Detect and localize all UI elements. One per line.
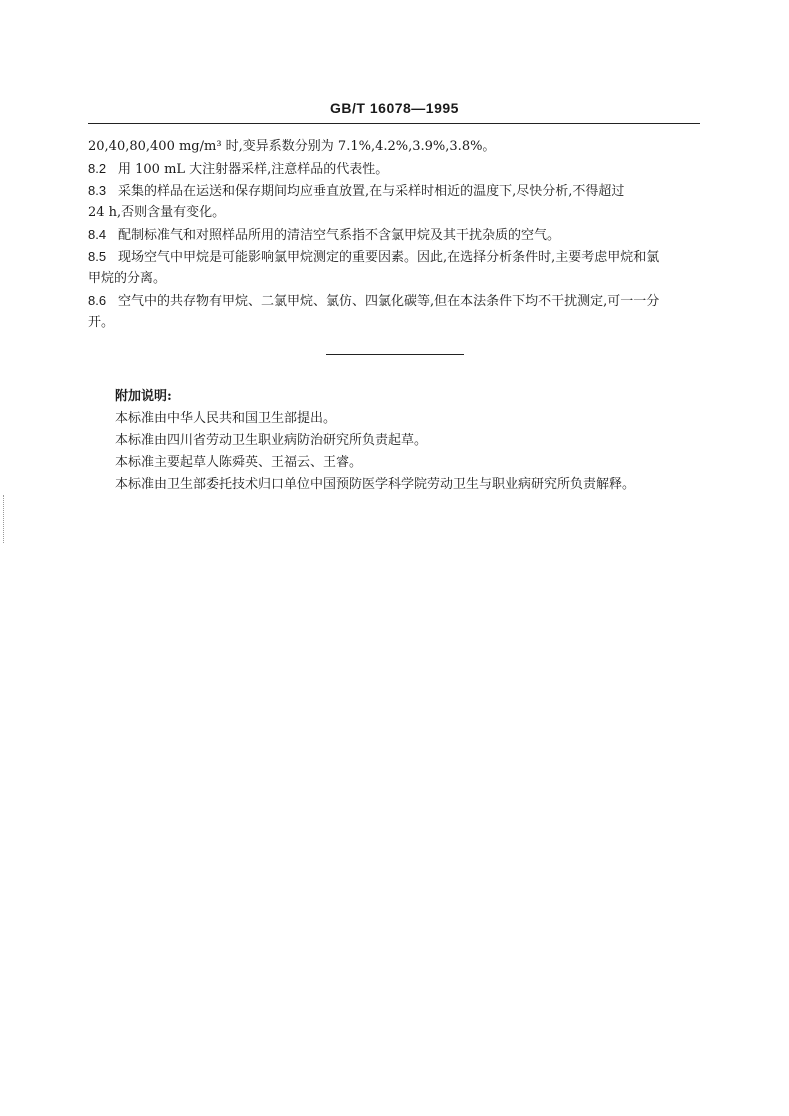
section-8-5-continuation (88, 268, 700, 290)
section-number: 8.4 (88, 227, 107, 242)
appendix-notes (115, 386, 705, 496)
section-8-3-continuation (88, 202, 700, 224)
section-8-2 (88, 158, 700, 180)
section-line-text: 空气中的共存物有甲烷、二氯甲烷、氯仿、四氯化碳等,但在本法条件下均不干扰测定,可一一分 (118, 294, 660, 309)
section-line-text: 采集的样品在运送和保存期间均应垂直放置,在与采样时相近的温度下,尽快分析,不得超过 (118, 184, 625, 199)
section-line-text: 用 100 mL 大注射器采样,注意样品的代表性。 (118, 162, 389, 177)
section-line-text: 开。 (88, 315, 115, 330)
section-line-text: 配制标准气和对照样品所用的清洁空气系指不含氯甲烷及其干扰杂质的空气。 (118, 228, 561, 243)
page-header-title: GB/T 16078—1995 (330, 100, 459, 116)
section-line-text: 24 h,否则含量有变化。 (88, 205, 226, 220)
section-number: 8.2 (88, 161, 107, 176)
binding-margin-marks (3, 495, 6, 543)
section-continuation-line (88, 136, 700, 158)
header-rule (88, 123, 700, 124)
appendix-line: 本标准由中华人民共和国卫生部提出。 (115, 411, 337, 426)
end-divider (326, 354, 464, 355)
body-text (88, 136, 700, 334)
section-8-5 (88, 246, 700, 268)
section-8-3 (88, 180, 700, 202)
section-line-text: 现场空气中甲烷是可能影响氯甲烷测定的重要因素。因此,在选择分析条件时,主要考虑甲烷和氯 (118, 250, 660, 265)
section-line-text: 20,40,80,400 mg/m³ 时,变异系数分别为 7.1%,4.2%,3.9%,3.8%。 (88, 139, 496, 154)
section-number: 8.6 (88, 293, 107, 308)
appendix-line: 本标准由四川省劳动卫生职业病防治研究所负责起草。 (115, 433, 428, 448)
appendix-title: 附加说明: (115, 389, 172, 404)
section-number: 8.3 (88, 183, 107, 198)
section-8-6 (88, 290, 700, 312)
section-number: 8.5 (88, 249, 107, 264)
section-8-6-continuation (88, 312, 700, 334)
section-8-4 (88, 224, 700, 246)
appendix-line: 本标准主要起草人陈舜英、王福云、王睿。 (115, 455, 363, 470)
appendix-line: 本标准由卫生部委托技术归口单位中国预防医学科学院劳动卫生与职业病研究所负责解释。 (115, 477, 636, 492)
section-line-text: 甲烷的分离。 (88, 271, 167, 286)
